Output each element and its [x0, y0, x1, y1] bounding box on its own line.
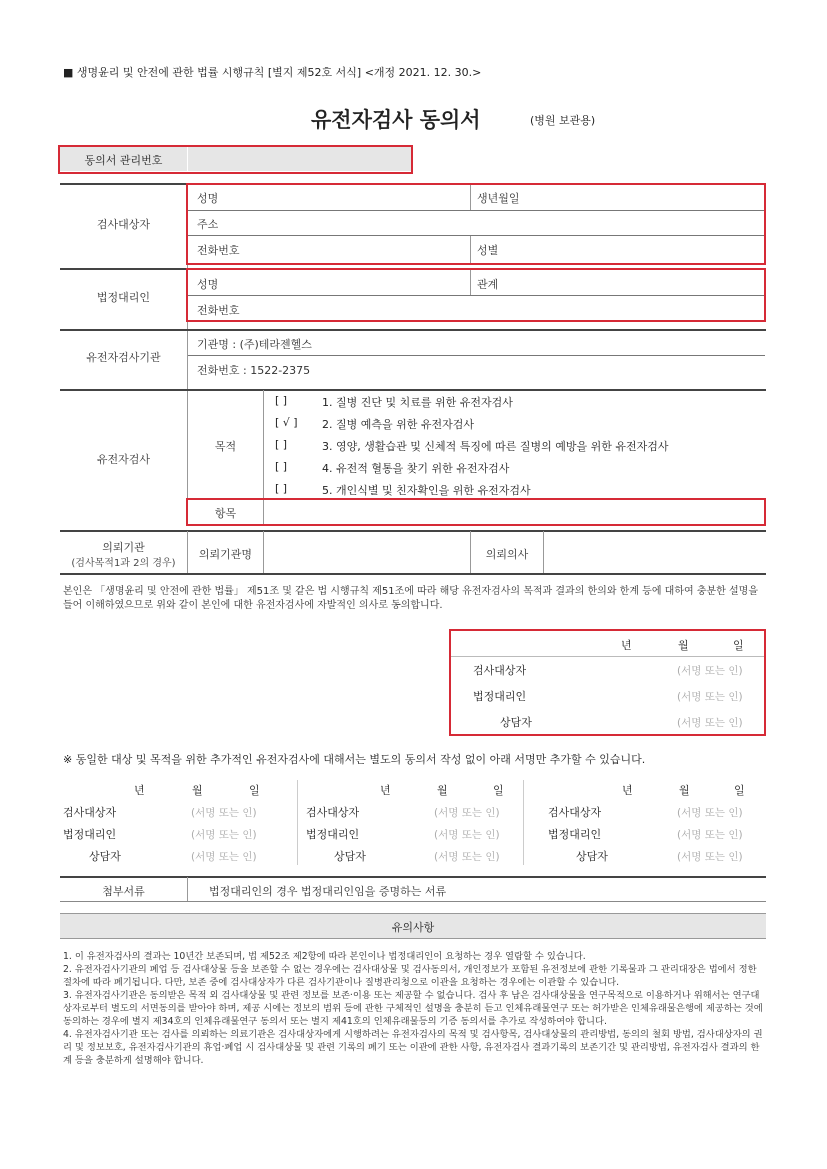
divider — [187, 877, 188, 901]
purpose-text-2: 2. 질병 예측을 위한 유전자검사 — [322, 418, 474, 431]
divider — [297, 780, 298, 865]
divider — [60, 876, 766, 878]
extra1-year: 년 — [134, 784, 145, 797]
page-title: 유전자검사 동의서 — [311, 108, 481, 132]
divider — [60, 530, 766, 532]
extra2-counselor-label: 상담자 — [334, 850, 366, 863]
sign-counselor-label: 상담자 — [500, 716, 532, 729]
subject-birth-label: 생년월일 — [477, 192, 520, 205]
divider — [263, 531, 264, 573]
sign-day-label: 일 — [733, 639, 744, 652]
purpose-check-1[interactable]: [ ] — [275, 394, 288, 407]
form-reference: ■ 생명윤리 및 안전에 관한 법률 시행규칙 [별지 제52호 서식] <개정 2021. 12. 30.> — [63, 66, 482, 79]
extra3-month: 월 — [679, 784, 690, 797]
purpose-text-5: 5. 개인식별 및 친자확인을 위한 유전자검사 — [322, 484, 531, 497]
institution-section-label: 유전자검사기관 — [86, 351, 161, 364]
agent-relation-label: 관계 — [477, 278, 499, 291]
extra2-counselor-hint[interactable]: (서명 또는 인) — [434, 851, 500, 863]
divider — [188, 355, 765, 356]
extra3-day: 일 — [734, 784, 745, 797]
purpose-text-1: 1. 질병 진단 및 치료를 위한 유전자검사 — [322, 396, 513, 409]
items-highlight-box — [186, 498, 766, 526]
purpose-check-4[interactable]: [ ] — [275, 460, 288, 473]
note-item-2: 2. 유전자검사기관의 폐업 등 검사대상물 등을 보존할 수 없는 경우에는 검사대상물 및 검사동의서, 개인정보가 포함된 유전정보에 관한 기록물과 그 관리대장은 법에서 정한 절차에 따라 폐기됩니다. 다만, 보존 중에 검사대상자가 다른 검사기관이나 질병관리청으로 이관을 요청하는 경우에는 이관할 수 있습니다. — [63, 964, 757, 988]
mgmt-number-label: 동의서 관리번호 — [84, 154, 163, 167]
note-item-1: 1. 이 유전자검사의 결과는 10년간 보존되며, 법 제52조 제2항에 따라 본인이나 법정대리인이 요청하는 경우 열람할 수 있습니다. — [63, 951, 586, 962]
extra3-counselor-hint[interactable]: (서명 또는 인) — [677, 851, 743, 863]
extra3-counselor-label: 상담자 — [576, 850, 608, 863]
referral-doctor-label: 의뢰의사 — [485, 548, 529, 561]
subject-address-label: 주소 — [197, 218, 219, 231]
agent-highlight-box — [186, 268, 766, 322]
subject-highlight-box — [186, 183, 766, 265]
extra1-month: 월 — [192, 784, 203, 797]
note-item-3: 3. 유전자검사기관은 동의받은 목적 외 검사대상물 및 관련 정보를 보존·이용 또는 제공할 수 없습니다. 검사 후 남은 검사대상물을 연구목적으로 이용하거나 위해서는 연구대상자로부터 별도의 서면동의를 받아야 하며, 제공 시에는 정보의 범위 등에 관한 구체적인 설명을 충분히 듣고 인체유래물연구 또는 허가받은 인체유래물은행에 제공하는 것에 동의하는 경우에 별지 제34호의 인체유래물연구 동의서 또는 별지 제41호의 인체유래물등의 기증 동의서를 추가로 작성하여야 합니다. — [63, 990, 763, 1027]
extra1-subject-hint[interactable]: (서명 또는 인) — [191, 807, 257, 819]
mgmt-highlight-box — [58, 145, 413, 174]
divider — [60, 329, 766, 331]
extra1-day: 일 — [249, 784, 260, 797]
institution-phone: 전화번호 : 1522-2375 — [197, 364, 311, 377]
extra3-agent-label: 법정대리인 — [548, 828, 602, 841]
extra2-year: 년 — [380, 784, 391, 797]
referral-section-note: (검사목적1과 2의 경우) — [71, 558, 176, 569]
sign-month-label: 월 — [678, 639, 689, 652]
divider — [523, 780, 524, 865]
divider — [451, 656, 764, 657]
referral-section-label: 의뢰기관 — [102, 541, 145, 554]
sign-agent-hint[interactable]: (서명 또는 인) — [677, 691, 743, 703]
purpose-check-2[interactable]: [ √ ] — [275, 416, 298, 429]
purpose-text-4: 4. 유전적 혈통을 찾기 위한 유전자검사 — [322, 462, 510, 475]
extra-sign-note: ※ 동일한 대상 및 목적을 위한 추가적인 유전자검사에 대해서는 별도의 동의서 작성 없이 아래 서명만 추가할 수 있습니다. — [63, 753, 646, 766]
extra2-subject-label: 검사대상자 — [306, 806, 360, 819]
divider — [543, 531, 544, 573]
extra3-agent-hint[interactable]: (서명 또는 인) — [677, 829, 743, 841]
institution-name: 기관명 : (주)테라젠헬스 — [197, 338, 312, 351]
notes-title: 유의사항 — [391, 921, 435, 934]
page-subtitle: (병원 보관용) — [530, 114, 596, 127]
extra2-subject-hint[interactable]: (서명 또는 인) — [434, 807, 500, 819]
referral-doctor-field[interactable] — [548, 535, 760, 569]
subject-section-label: 검사대상자 — [96, 218, 151, 231]
subject-sex-label: 성별 — [477, 244, 499, 257]
extra2-month: 월 — [437, 784, 448, 797]
sign-agent-label: 법정대리인 — [473, 690, 527, 703]
extra1-agent-hint[interactable]: (서명 또는 인) — [191, 829, 257, 841]
agent-section-label: 법정대리인 — [96, 291, 151, 304]
purpose-label: 목적 — [214, 440, 237, 453]
purpose-check-5[interactable]: [ ] — [275, 482, 288, 495]
extra1-counselor-label: 상담자 — [89, 850, 121, 863]
notes-list — [63, 950, 763, 1067]
items-label: 항목 — [214, 507, 237, 520]
extra3-subject-label: 검사대상자 — [548, 806, 602, 819]
attachments-value: 법정대리인의 경우 법정대리인임을 증명하는 서류 — [209, 885, 447, 898]
purpose-check-3[interactable]: [ ] — [275, 438, 288, 451]
consent-statement: 본인은 「생명윤리 및 안전에 관한 법률」 제51조 및 같은 법 시행규칙 제51조에 따라 해당 유전자검사의 목적과 결과의 한의와 한계 등에 대하여 충분한 설명을 들어 이해하였으므로 위와 같이 본인에 대한 유전자검사에 자발적인 의사로 동의합니다. — [63, 586, 758, 611]
agent-phone-label: 전화번호 — [197, 304, 240, 317]
extra1-counselor-hint[interactable]: (서명 또는 인) — [191, 851, 257, 863]
divider — [60, 901, 766, 902]
sign-counselor-hint[interactable]: (서명 또는 인) — [677, 717, 743, 729]
sign-subject-hint[interactable]: (서명 또는 인) — [677, 665, 743, 677]
agent-name-label: 성명 — [197, 278, 219, 291]
test-section-label: 유전자검사 — [96, 453, 151, 466]
extra2-day: 일 — [493, 784, 504, 797]
extra1-agent-label: 법정대리인 — [63, 828, 117, 841]
subject-name-label: 성명 — [197, 192, 219, 205]
extra2-agent-label: 법정대리인 — [306, 828, 360, 841]
sign-year-label: 년 — [621, 639, 632, 652]
table-bottom-border — [60, 573, 766, 575]
extra1-subject-label: 검사대상자 — [63, 806, 117, 819]
purpose-text-3: 3. 영양, 생활습관 및 신체적 특징에 따른 질병의 예방을 위한 유전자검사 — [322, 440, 669, 453]
sign-subject-label: 검사대상자 — [473, 664, 527, 677]
referral-org-field[interactable] — [268, 535, 466, 569]
note-item-4: 4. 유전자검사기관 또는 검사를 의뢰하는 의료기관은 검사대상자에게 시행하려는 유전자검사의 목적 및 검사항목, 검사대상물의 관리방법, 동의의 철회 방법, 검사대상자의 권리 및 정보보호, 유전자검사기관의 휴업·폐업 시 검사대상물 및 관련 기록의 폐기 또는 이관에 관한 사항, 유전자검사 결과기록의 보존기간 및 관리방법, 유전자검사 결과의 한계 등을 충분하게 설명해야 합니다. — [63, 1029, 763, 1066]
extra3-year: 년 — [622, 784, 633, 797]
subject-phone-label: 전화번호 — [197, 244, 240, 257]
referral-org-label: 의뢰기관명 — [198, 548, 253, 561]
attachments-label: 첨부서류 — [102, 885, 145, 898]
extra2-agent-hint[interactable]: (서명 또는 인) — [434, 829, 500, 841]
extra3-subject-hint[interactable]: (서명 또는 인) — [677, 807, 743, 819]
divider — [60, 389, 766, 391]
